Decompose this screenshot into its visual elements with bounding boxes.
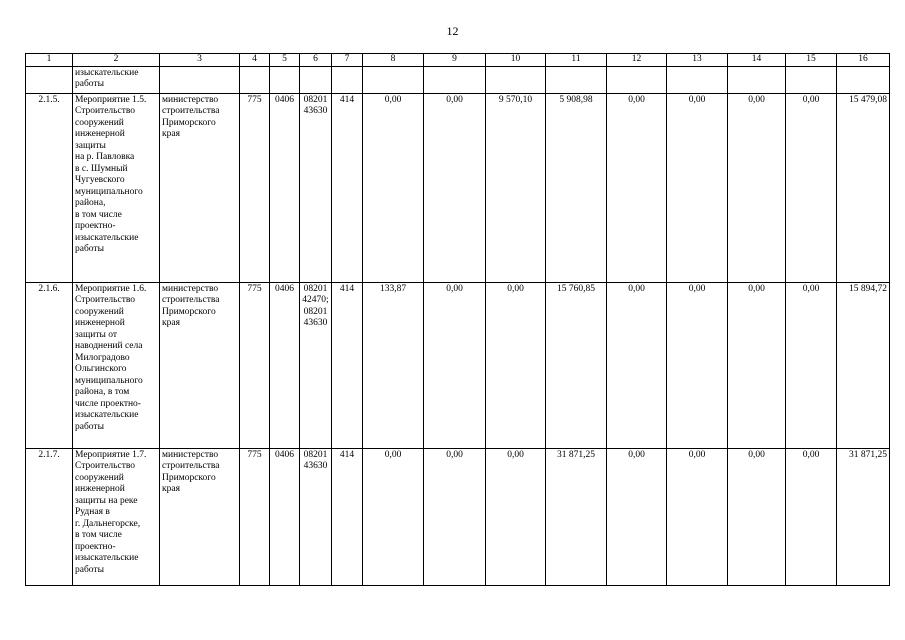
- rzpr-cell: 0406: [270, 448, 300, 585]
- amount-cell: 0,00: [728, 282, 786, 448]
- total-cell: 15 479,08: [837, 93, 890, 282]
- amount-cell: 0,00: [486, 448, 546, 585]
- amount-cell: 0,00: [363, 448, 424, 585]
- amount-cell: 31 871,25: [546, 448, 607, 585]
- amount-cell: 0,00: [786, 93, 837, 282]
- executor-cell: министерство строительства Приморского края: [160, 448, 240, 585]
- executor-cell: министерство строительства Приморского края: [160, 282, 240, 448]
- item-name-cell: Мероприятие 1.6. Строительство сооружений инженерной защиты от наводнений села Милоградово Ольгинского муниципального района, в том числе проектно- изыскательские работы: [73, 282, 160, 448]
- column-header: 13: [667, 54, 728, 67]
- amount-cell: 0,00: [786, 448, 837, 585]
- grbs-cell: 775: [240, 448, 270, 585]
- rzpr-cell: 0406: [270, 282, 300, 448]
- column-header: 2: [73, 54, 160, 67]
- item-name-cell: Мероприятие 1.5. Строительство сооружений инженерной защиты на р. Павловка в с. Шумный Чугуевского муниципального района, в том числе проектно- изыскательские работы: [73, 93, 160, 282]
- amount-cell: 133,87: [363, 282, 424, 448]
- column-header: 11: [546, 54, 607, 67]
- amount-cell: 0,00: [786, 282, 837, 448]
- page-number: 12: [446, 24, 459, 38]
- column-header: 8: [363, 54, 424, 67]
- rzpr-cell: 0406: [270, 93, 300, 282]
- item-number-cell: 2.1.6.: [26, 282, 73, 448]
- column-header: 9: [424, 54, 486, 67]
- csr-cell: 08201 42470; 08201 43630: [300, 282, 332, 448]
- column-header: 7: [332, 54, 363, 67]
- column-header: 5: [270, 54, 300, 67]
- amount-cell: 0,00: [363, 93, 424, 282]
- csr-cell: 08201 43630: [300, 448, 332, 585]
- total-cell: 15 894,72: [837, 282, 890, 448]
- amount-cell: 0,00: [607, 282, 667, 448]
- amount-cell: 0,00: [607, 448, 667, 585]
- column-number-row: [26, 54, 890, 67]
- vr-cell: 414: [332, 93, 363, 282]
- item-number-cell: [26, 66, 73, 93]
- amount-cell: 15 760,85: [546, 282, 607, 448]
- amount-cell: 0,00: [607, 93, 667, 282]
- amount-cell: 0,00: [728, 93, 786, 282]
- amount-cell: 0,00: [728, 448, 786, 585]
- csr-cell: 08201 43630: [300, 93, 332, 282]
- column-header: 16: [837, 54, 890, 67]
- column-header: 10: [486, 54, 546, 67]
- item-name-cell: Мероприятие 1.7. Строительство сооружений инженерной защиты на реке Рудная в г. Дальнегорске, в том числе проектно- изыскательские работы: [73, 448, 160, 585]
- total-cell: 31 871,25: [837, 448, 890, 585]
- column-header: 12: [607, 54, 667, 67]
- table-row: [26, 448, 890, 585]
- grbs-cell: 775: [240, 282, 270, 448]
- amount-cell: 0,00: [667, 282, 728, 448]
- column-header: 4: [240, 54, 270, 67]
- vr-cell: 414: [332, 448, 363, 585]
- amount-cell: 0,00: [667, 93, 728, 282]
- amount-cell: 5 908,98: [546, 93, 607, 282]
- column-header: 6: [300, 54, 332, 67]
- amount-cell: 0,00: [424, 282, 486, 448]
- continuation-row: [26, 66, 890, 93]
- item-number-cell: 2.1.5.: [26, 93, 73, 282]
- grbs-cell: 775: [240, 93, 270, 282]
- item-name-cell: изыскательские работы: [73, 66, 160, 93]
- budget-table: [25, 53, 890, 586]
- amount-cell: 9 570,10: [486, 93, 546, 282]
- amount-cell: 0,00: [667, 448, 728, 585]
- executor-cell: министерство строительства Приморского края: [160, 93, 240, 282]
- item-number-cell: 2.1.7.: [26, 448, 73, 585]
- amount-cell: 0,00: [486, 282, 546, 448]
- table-row: [26, 93, 890, 282]
- amount-cell: 0,00: [424, 448, 486, 585]
- column-header: 15: [786, 54, 837, 67]
- table-row: [26, 282, 890, 448]
- column-header: 14: [728, 54, 786, 67]
- amount-cell: 0,00: [424, 93, 486, 282]
- column-header: 3: [160, 54, 240, 67]
- vr-cell: 414: [332, 282, 363, 448]
- column-header: 1: [26, 54, 73, 67]
